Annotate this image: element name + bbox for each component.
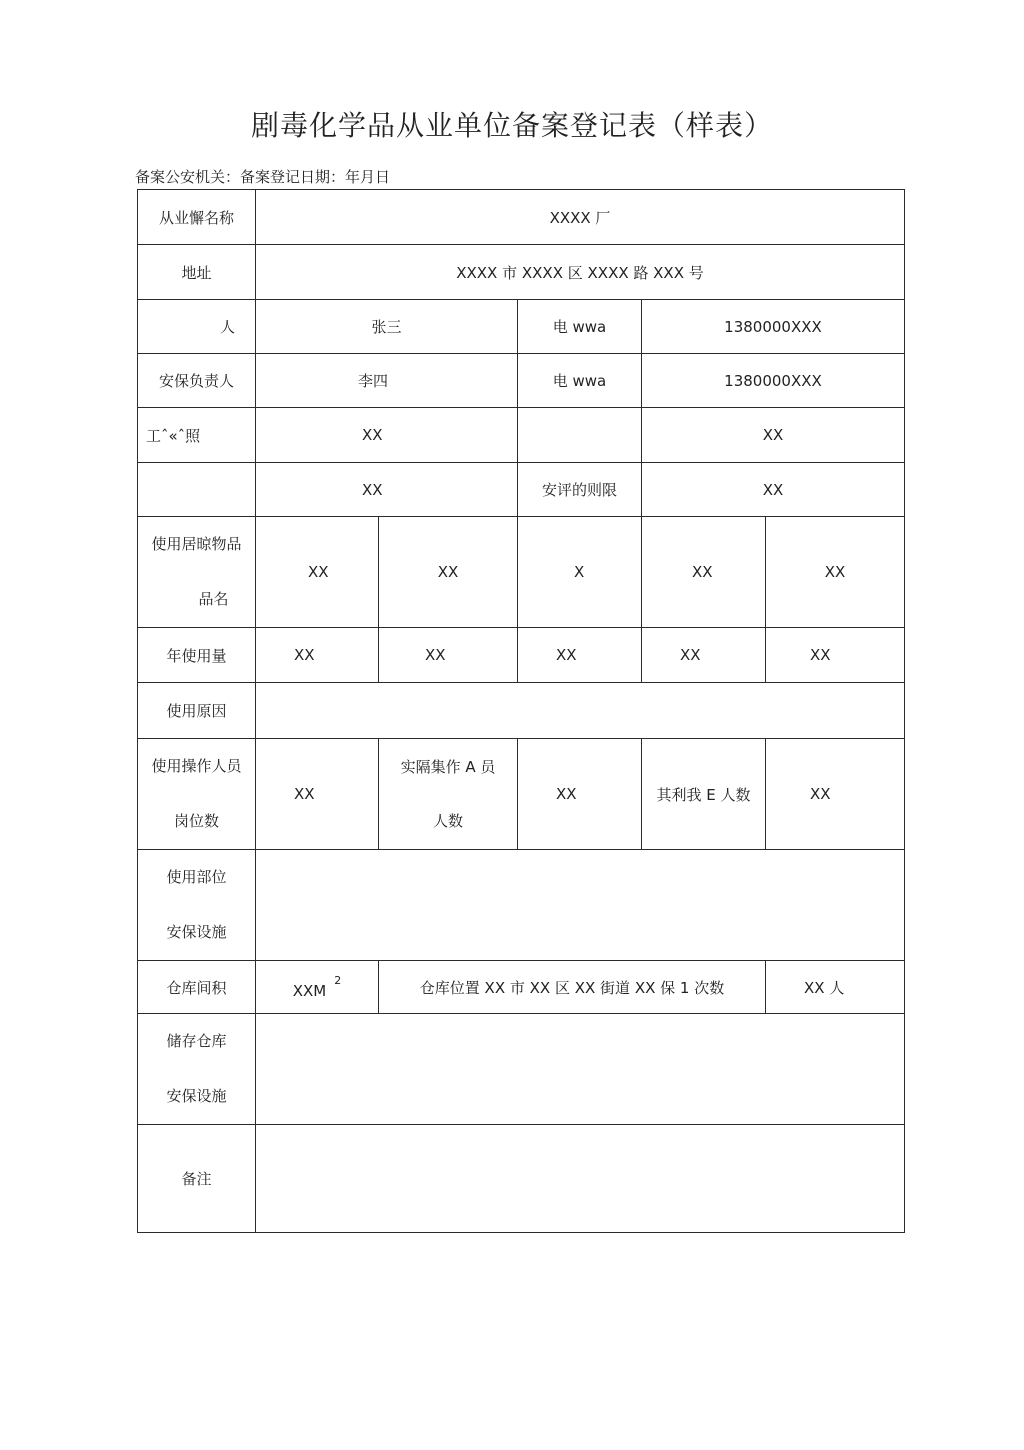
security-label: 安保负责人	[138, 354, 256, 408]
product-name-1: XX	[256, 517, 379, 628]
row-safety	[138, 463, 905, 517]
safety-label	[138, 463, 256, 517]
row-usage-reason	[138, 683, 905, 739]
warehouse-location: 仓库位置 XX 市 XX 区 XX 街道 XX 保 1 次数	[379, 961, 766, 1014]
row-unit-name	[138, 190, 905, 245]
other-staff-label: 其利我 E 人数	[642, 739, 766, 850]
address-label: 地址	[138, 245, 256, 300]
usage-site-label-line1: 使用部位	[166, 868, 227, 886]
warehouse-count: XX 人	[766, 961, 905, 1014]
product-names-label-line1: 使用居晾物品	[151, 535, 242, 553]
row-remarks	[138, 1125, 905, 1233]
license-label: 工ˆ«ˆ照	[138, 408, 256, 463]
actual-operators-count: XX	[518, 739, 642, 850]
operators-post-count: XX	[256, 739, 379, 850]
operators-label-line1: 使用操作人员	[151, 757, 242, 775]
actual-operators-label	[379, 739, 518, 850]
safety-deadline-value: XX	[642, 463, 905, 517]
product-name-2: XX	[379, 517, 518, 628]
page-title: 剧毒化学品从业单位备案登记表（样表）	[250, 109, 773, 142]
subheader: 备案公安机关：备案登记日期：年月日	[135, 168, 391, 186]
security-phone-label: 电 wwa	[518, 354, 642, 408]
row-address	[138, 245, 905, 300]
usage-site-label-line2: 安保设施	[166, 923, 227, 941]
safety-deadline-label: 安评的则限	[518, 463, 642, 517]
row-storage	[138, 1014, 905, 1125]
remarks-value	[256, 1125, 905, 1233]
safety-value: XX	[256, 463, 518, 517]
operators-label-line2: 岗位数	[173, 812, 219, 830]
person-phone: 1380000XXX	[642, 300, 905, 354]
row-operators	[138, 739, 905, 850]
storage-label-line2: 安保设施	[166, 1087, 227, 1105]
product-name-5: XX	[766, 517, 905, 628]
usage-reason-label: 使用原因	[138, 683, 256, 739]
actual-operators-label-line1: 实隔集作 A 员	[400, 758, 496, 776]
license-label-2	[518, 408, 642, 463]
product-names-label	[138, 517, 256, 628]
license-value: XX	[256, 408, 518, 463]
security-name: 李四	[256, 354, 518, 408]
annual-usage-5: XX	[766, 628, 905, 683]
usage-site-value	[256, 850, 905, 961]
annual-usage-1: XX	[256, 628, 379, 683]
row-usage-site	[138, 850, 905, 961]
usage-site-label	[138, 850, 256, 961]
annual-usage-4: XX	[642, 628, 766, 683]
product-names-label-line2: 品名	[198, 590, 229, 608]
product-name-4: XX	[642, 517, 766, 628]
storage-value	[256, 1014, 905, 1125]
row-license	[138, 408, 905, 463]
row-security	[138, 354, 905, 408]
registration-form-table	[137, 189, 905, 1233]
row-person	[138, 300, 905, 354]
annual-usage-2: XX	[379, 628, 518, 683]
usage-reason-value	[256, 683, 905, 739]
annual-usage-3: XX	[518, 628, 642, 683]
unit-name-label: 从业懈名称	[138, 190, 256, 245]
license-value-2: XX	[642, 408, 905, 463]
warehouse-area-label: 仓库间积	[138, 961, 256, 1014]
row-warehouse	[138, 961, 905, 1014]
remarks-label: 备注	[138, 1125, 256, 1233]
warehouse-area-value-cell	[256, 961, 379, 1014]
other-staff-count: XX	[766, 739, 905, 850]
storage-label	[138, 1014, 256, 1125]
person-name: 张三	[256, 300, 518, 354]
warehouse-area-value: XXM	[292, 982, 327, 1000]
row-annual-usage	[138, 628, 905, 683]
person-phone-label: 电 wwa	[518, 300, 642, 354]
product-name-3: X	[518, 517, 642, 628]
storage-label-line1: 储存仓库	[166, 1032, 227, 1050]
warehouse-area-unit-sup: 2	[334, 974, 342, 987]
person-label: 人	[138, 300, 256, 354]
address-value: XXXX 市 XXXX 区 XXXX 路 XXX 号	[256, 245, 905, 300]
annual-usage-label: 年使用量	[138, 628, 256, 683]
unit-name-value: XXXX 厂	[256, 190, 905, 245]
operators-label	[138, 739, 256, 850]
security-phone: 1380000XXX	[642, 354, 905, 408]
row-product-names	[138, 517, 905, 628]
actual-operators-label-line2: 人数	[432, 812, 463, 830]
